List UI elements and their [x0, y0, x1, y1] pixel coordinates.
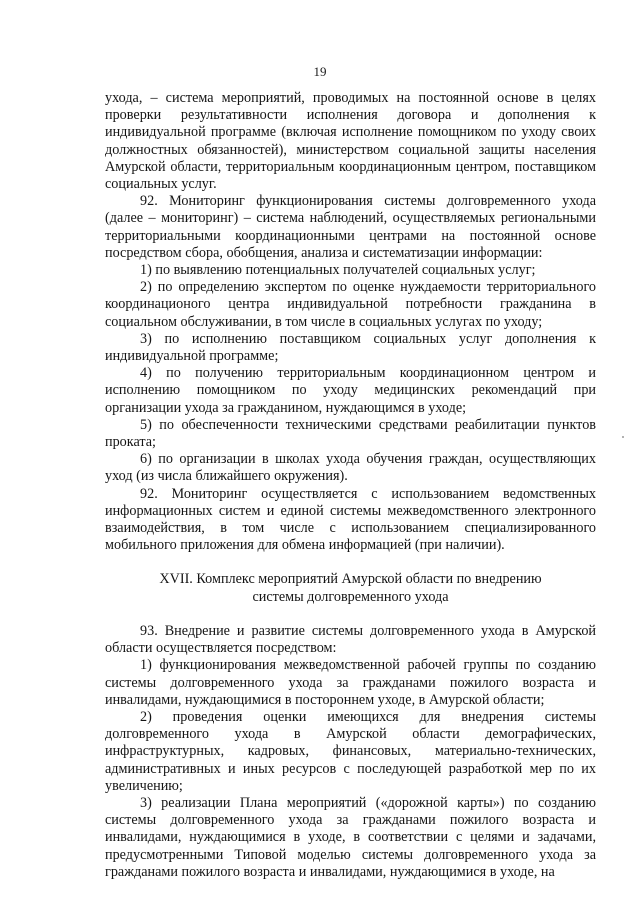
paragraph-92-monitoring-definition: 92. Мониторинг функционирования системы долговременного ухода (далее – мониторинг) – система наблюдений, осуществляемых региональными территориальными координационными центрами на постоянной основе посредством сбора, обобщения, анализа и систематизации информации:: [105, 193, 596, 261]
section-heading-line-2: системы долговременного ухода: [252, 588, 449, 605]
paragraph-93: 93. Внедрение и развитие системы долговременного ухода в Амурской области осуществляется посредством:: [105, 622, 596, 657]
scan-speck: [622, 436, 624, 438]
list-item-5: 5) по обеспеченности техническими средствами реабилитации пунктов проката;: [105, 416, 596, 451]
list-item-1: 1) по выявлению потенциальных получателей социальных услуг;: [140, 262, 536, 279]
list-item-3: 3) по исполнению поставщиком социальных услуг дополнения к индивидуальной программе;: [105, 330, 596, 365]
section-list-item-3: 3) реализации Плана мероприятий («дорожной карты») по созданию системы долговременного ухода за гражданами пожилого возраста и инвалидами, нуждающимися в уходе, в соответствии с целями и задачами, предусмотренными Типовой моделью системы долговременного ухода за гражданами пожилого возраста и инвалидами, нуждающимися в уходе, на: [105, 794, 596, 880]
document-body: [105, 90, 596, 881]
list-item-6: 6) по организации в школах ухода обучения граждан, осуществляющих уход (из числа ближайшего окружения).: [105, 451, 596, 485]
paragraph-92-monitoring-systems: 92. Мониторинг осуществляется с использованием ведомственных информационных систем и единой системы межведомственного электронного взаимодействия, в том числе с использованием специализированного мобильного приложения для обмена информацией (при наличии).: [105, 485, 596, 554]
section-list-item-1: 1) функционирования межведомственной рабочей группы по созданию системы долговременного ухода за гражданами пожилого возраста и инвалидами, нуждающимися в постороннем уходе, в Амурской области;: [105, 657, 596, 708]
paragraph-continuation: ухода, – система мероприятий, проводимых на постоянной основе в целях проверки результативности исполнения договора и дополнения к индивидуальной программе (включая исполнение помощником по уходу своих должностных обязанностей), министерством социальной защиты населения Амурской области, территориальным координационным центром, поставщиком социальных услуг.: [105, 90, 596, 193]
list-item-2: 2) по определению экспертом по оценке нуждаемости территориального координационого центра индивидуальной потребности гражданина в социальном обслуживании, в том числе в социальных услугах по уходу;: [105, 279, 596, 330]
section-heading-line-1: XVII. Комплекс мероприятий Амурской области по внедрению: [159, 571, 542, 588]
page-number: 19: [313, 64, 327, 79]
list-item-4: 4) по получению территориальным координационном центром и исполнению помощником по уходу медицинских рекомендаций при организации ухода за гражданином, нуждающимся в уходе;: [105, 365, 596, 416]
section-list-item-2: 2) проведения оценки имеющихся для внедрения системы долговременного ухода в Амурской области демографических, инфраструктурных, кадровых, финансовых, материально-технических, административных и иных ресурсов с последующей разработкой мер по их увеличению;: [105, 708, 596, 794]
section-heading: [105, 571, 596, 605]
